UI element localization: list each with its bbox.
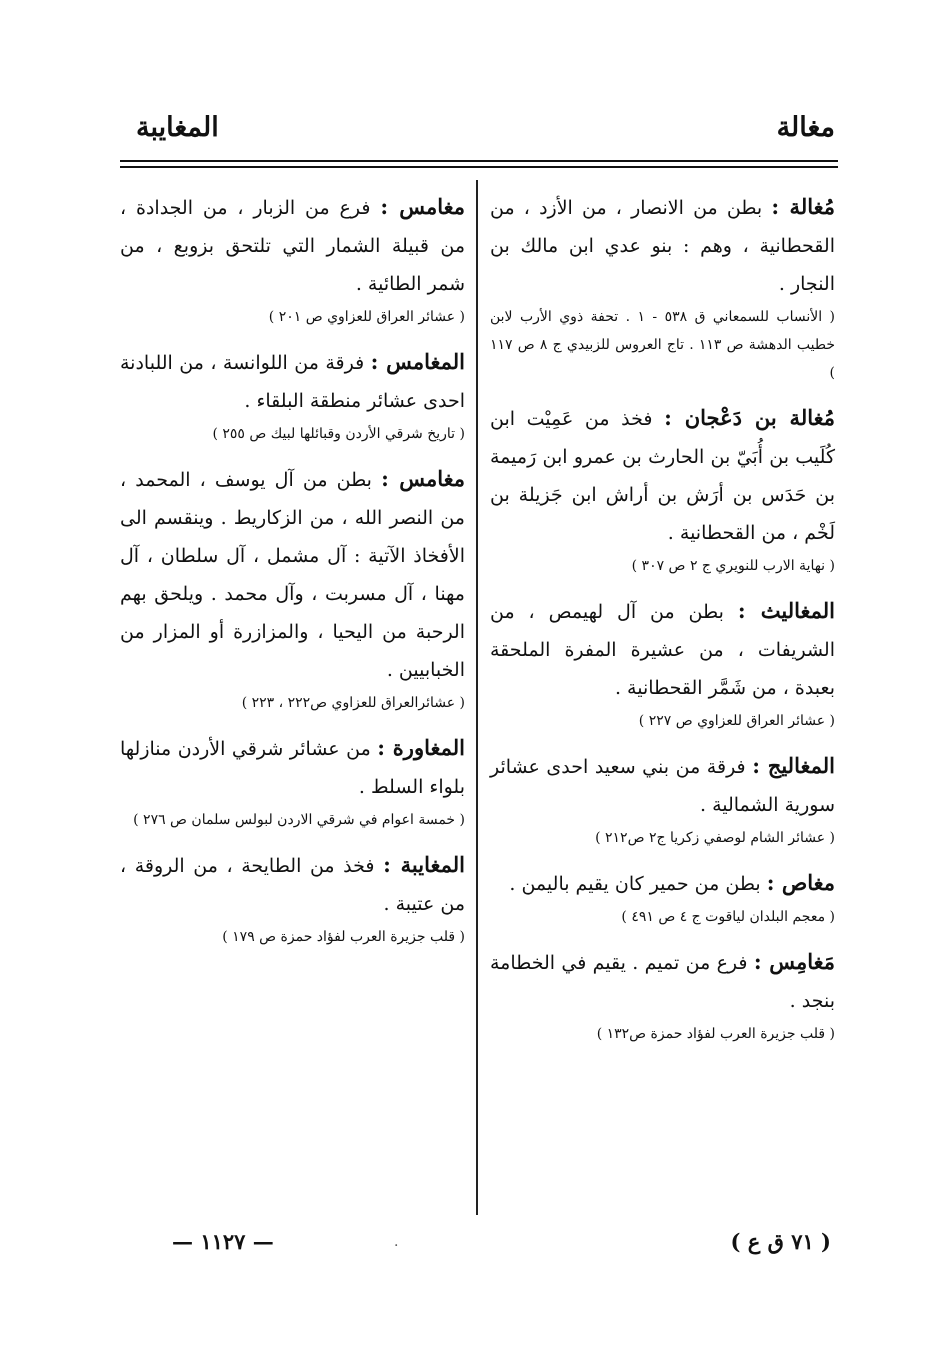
entry-title: مُغالة :	[771, 194, 835, 219]
entry	[490, 399, 835, 580]
right-column	[490, 188, 835, 1060]
entry-source: ( نهاية الارب للنويري ج ٢ ص ٣٠٧ )	[631, 558, 835, 574]
entry-body: فخذ من عَمِيْت ابن كُلَيب بن أُبَيّ بن الحارث بن عمرو ابن رَميمة بن حَدَس بن أرَش بن أراش ابن جَزيلة بن لَخْم ، من القحطانية .	[490, 408, 835, 544]
entry	[490, 943, 835, 1048]
entry-source: ( الأنساب للسمعاني ق ٥٣٨ - ١ . تحفة ذوي الأرب لابن خطيب الدهشة ص ١١٣ . تاج العروس للزبيدي ج ٨ ص ١١٧ )	[490, 309, 835, 381]
entry-source: ( عشائر الشام لوصفي زكريا ج٢ ص٢١٢ )	[595, 830, 835, 846]
entry-source: ( قلب جزيرة العرب لفؤاد حمزة ص ١٧٩ )	[222, 929, 465, 945]
entry	[120, 343, 465, 448]
entry-title: المغاورة :	[377, 735, 465, 760]
entry-title: مغاص :	[766, 870, 835, 895]
entry-title: المغاليث :	[737, 598, 835, 623]
entry-title: المغايبة :	[383, 852, 466, 877]
header-rule-top	[120, 160, 838, 162]
entry-source: ( معجم البلدان لياقوت ج ٤ ص ٤٩١ )	[621, 909, 835, 925]
entry-source: ( عشائرالعراق للعزاوي ص٢٢٢ ، ٢٢٣ )	[241, 695, 465, 711]
entry-source: ( خمسة اعوام في شرقي الاردن لبولس سلمان ص ٢٧٦ )	[133, 812, 465, 828]
header-rule-bottom	[120, 166, 838, 168]
entry-body: بطن من آل لهيمص ، من الشريفات ، من عشيرة المفرة الملحقة بعبدة ، من شَمَّر القحطانية .	[490, 601, 835, 699]
entry-title: مُغالة بن دَعْجان :	[664, 405, 835, 430]
signature-mark: ( ٧١ ق ع )	[730, 1229, 831, 1254]
entry-body: بطن من الانصار ، من الأزد ، من القحطانية ، وهم : بنو عدي ابن مالك بن النجار .	[490, 197, 835, 295]
page-number: — ١١٢٧ —	[172, 1229, 274, 1254]
entry-title: مغامس :	[380, 194, 465, 219]
entry-body: بطن من آل يوسف ، المحمد ، من النصر الله ، من الزكاريط . وينقسم الى الأفخاذ الآتية : آل مشمل ، آل سلطان ، آل مهنا ، آل مسربت ، وآل محمد . ويلحق بهم الرحبة من اليحيا ، والمزازرة أو المزار من الخبابيين .	[120, 469, 465, 681]
entry-body: بطن من حمير كان يقيم باليمن .	[509, 873, 761, 895]
entry-source: ( تاريخ شرقي الأردن وقبائلها لبيك ص ٢٥٥ )	[212, 426, 465, 442]
entry-source: ( عشائر العراق للعزاوي ص ٢٢٧ )	[638, 713, 835, 729]
entry	[490, 864, 835, 931]
entry	[120, 188, 465, 331]
entry-body: فرع من تميم . يقيم في الخطامة بنجد .	[490, 952, 835, 1012]
entry	[120, 729, 465, 834]
entry	[120, 460, 465, 717]
entry-title: المغامس :	[370, 349, 465, 374]
entry	[120, 846, 465, 951]
entry-body: فرع من الزبار ، من الجدادة ، من قبيلة الشمار التي تلتحق بزوبع ، من شمر الطائية .	[120, 197, 465, 295]
left-column	[120, 188, 465, 963]
header-right-word: مغالة	[776, 112, 835, 143]
entry-title: مَغامِس :	[753, 949, 835, 974]
entry-title: مغامس :	[381, 466, 465, 491]
entry	[490, 188, 835, 387]
entry-body: فخذ من الطايحة ، من الروقة ، من عتيبة .	[120, 855, 465, 915]
entry-body: فرقة من اللوانسة ، من اللبادنة احدى عشائر منطقة البلقاء .	[120, 352, 465, 412]
print-dot: ·	[394, 1238, 399, 1254]
entry	[490, 747, 835, 852]
header-left-word: المغايبة	[136, 112, 219, 143]
entry-body: من عشائر شرقي الأردن منازلها بلواء السلط .	[120, 738, 465, 798]
entry-source: ( قلب جزيرة العرب لفؤاد حمزة ص١٣٢ )	[596, 1026, 835, 1042]
entry-source: ( عشائر العراق للعزاوي ص ٢٠١ )	[268, 309, 465, 325]
entry	[490, 592, 835, 735]
entry-body: فرقة من بني سعيد احدى عشائر سورية الشمالية .	[490, 756, 835, 816]
column-divider	[476, 180, 478, 1215]
entry-title: المغاليج :	[752, 753, 835, 778]
